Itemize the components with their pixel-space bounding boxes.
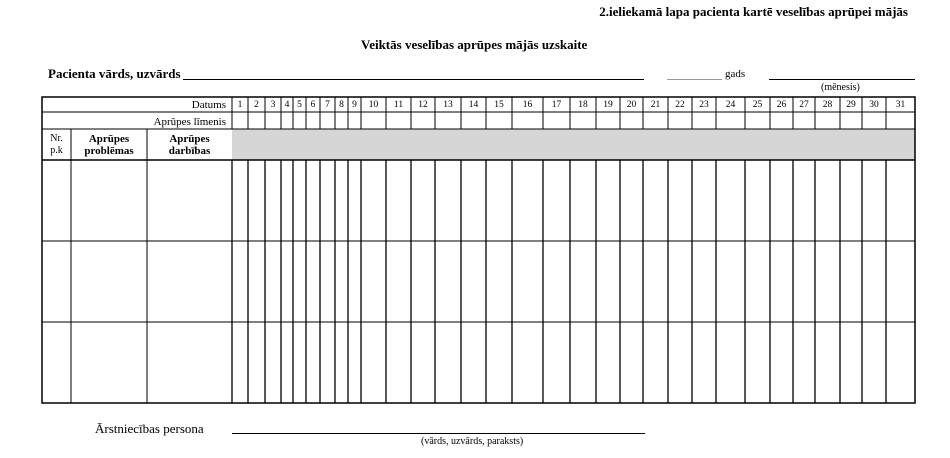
signature-line [232, 433, 645, 434]
day-number: 13 [443, 100, 453, 110]
col-problems-label: problēmas [84, 145, 134, 157]
insert-title: 2.ieliekamā lapa pacienta kartē veselības aprūpei mājās [599, 4, 908, 19]
day-number: 30 [869, 100, 879, 110]
care-person-label: Ārstniecības persona [95, 421, 204, 436]
day-number: 1 [237, 100, 243, 110]
day-number: 18 [578, 100, 588, 110]
day-number: 17 [551, 100, 562, 110]
day-number: 9 [352, 100, 357, 110]
day-number: 10 [368, 100, 379, 110]
month-caption: (mēnesis) [821, 82, 860, 93]
form-title: Veiktās veselības aprūpes mājās uzskaite [361, 37, 588, 52]
day-number: 16 [522, 100, 533, 110]
col-actions-label: darbības [168, 145, 211, 157]
day-number: 2 [254, 100, 259, 110]
day-number: 29 [846, 100, 856, 110]
year-label: gads [725, 68, 746, 80]
day-number: 22 [675, 100, 685, 110]
date-label: Datums [191, 99, 226, 111]
day-number: 23 [699, 100, 709, 110]
day-number: 24 [725, 100, 736, 110]
day-number: 4 [284, 100, 290, 110]
patient-name-label: Pacienta vārds, uzvārds [48, 66, 181, 81]
day-number: 25 [752, 100, 763, 110]
day-number: 8 [339, 100, 344, 110]
day-number: 19 [603, 100, 613, 110]
day-number: 12 [418, 100, 428, 110]
signature-caption: (vārds, uzvārds, paraksts) [421, 436, 524, 447]
day-number: 7 [325, 100, 330, 110]
day-number: 28 [822, 100, 833, 110]
day-number: 14 [468, 100, 479, 110]
col-number-label: Nr. [50, 133, 63, 144]
day-number: 27 [799, 100, 809, 110]
day-number: 3 [270, 100, 276, 110]
day-number: 21 [650, 100, 661, 110]
care-level-label: Aprūpes līmenis [153, 116, 226, 128]
day-number: 5 [297, 100, 302, 110]
col-problems-label: Aprūpes [88, 133, 130, 145]
day-number: 6 [310, 100, 316, 110]
day-number: 11 [393, 100, 404, 110]
day-number: 15 [494, 100, 504, 110]
day-number: 31 [895, 100, 906, 110]
day-number: 20 [626, 100, 637, 110]
col-actions-label: Aprūpes [169, 133, 210, 145]
day-number: 26 [776, 100, 787, 110]
col-number-label: p.k [50, 145, 63, 156]
header-band [232, 129, 915, 160]
